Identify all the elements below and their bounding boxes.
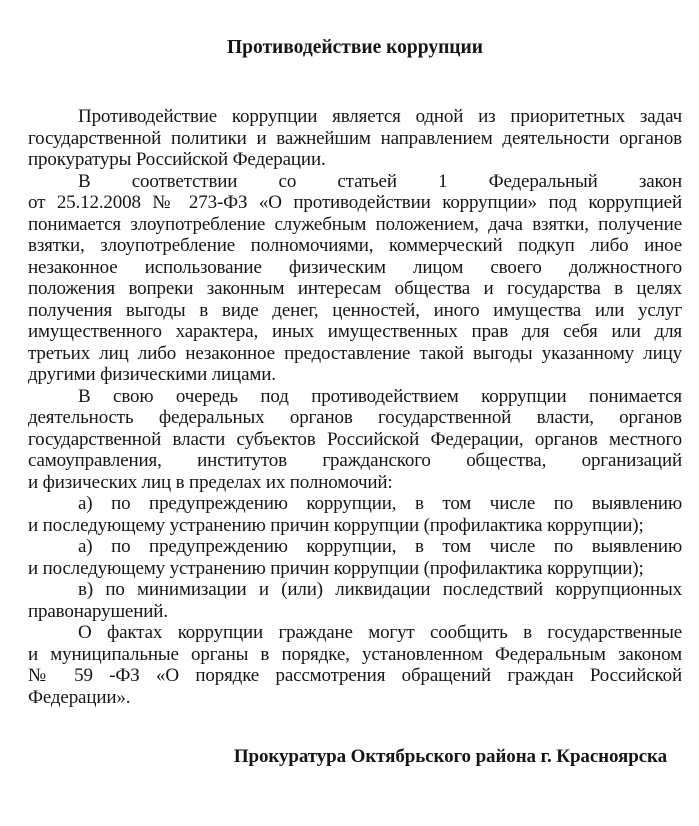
paragraph-line: В свою очередь под противодействием коррупции понимается [78,385,682,407]
paragraph [28,493,682,536]
paragraph-line: О фактах коррупции граждане могут сообщить в государственные [78,622,682,643]
paragraph-line: от 25.12.2008 № 273-ФЗ «О противодействии коррупции» под коррупцией [28,192,682,213]
paragraph-line: № 59 -ФЗ «О порядке рассмотрения обращений граждан Российской [28,665,682,686]
paragraph-line: В соответствии со статьей 1 Федеральный закон [78,170,682,192]
paragraph-line: прокуратуры Российской Федерации. [28,149,326,170]
paragraph-line: правонарушений. [28,600,168,622]
paragraph-line: государственной политики и важнейшим направлением деятельности органов [28,127,682,149]
paragraph-line: и последующему устранению причин коррупции (профилактика коррупции); [28,557,644,579]
paragraph-line: Противодействие коррупции является одной из приоритетных задач [78,106,682,127]
paragraph [28,386,682,494]
paragraph-line: а) по предупреждению коррупции, в том числе по выявлению [78,536,682,557]
paragraph-line: другими физическими лицами. [28,364,276,385]
paragraph-line: понимается злоупотребление служебным положением, дача взятки, получение [28,213,682,235]
paragraph-line: Федерации». [28,686,131,708]
document-body [28,106,682,708]
paragraph-line: в) по минимизации и (или) ликвидации последствий коррупционных [78,579,682,600]
paragraph-line: взятки, злоупотребление полномочиями, коммерческий подкуп либо иное [28,235,682,256]
document-title: Противодействие коррупции [226,37,484,58]
paragraph-line: и муниципальные органы в порядке, установленном Федеральным законом [28,643,682,665]
paragraph [28,106,682,171]
paragraph-line: государственной власти субъектов Российской Федерации, органов местного [28,428,682,450]
paragraph-line: и последующему устранению причин коррупции (профилактика коррупции); [28,514,644,536]
paragraph-line: положения вопреки законным интересам общества и государства в целях [28,278,682,299]
paragraph-line: самоуправления, институтов гражданского общества, организаций [28,450,682,471]
paragraph-line: незаконное использование физическим лицом своего должностного [28,256,682,278]
document-footer-signature: Прокуратура Октябрьского района г. Красноярска [233,746,667,767]
paragraph-line: и физических лиц в пределах их полномочий: [28,471,393,493]
paragraph-line: имущественного характера, иных имущественных прав для себя или для [28,321,682,342]
paragraph [28,622,682,708]
paragraph-line: а) по предупреждению коррупции, в том числе по выявлению [78,493,682,514]
paragraph-line: получения выгоды в виде денег, ценностей, иного имущества или услуг [28,299,682,321]
paragraph-line: третьих лиц либо незаконное предоставление такой выгоды указанному лицу [28,342,682,364]
paragraph [28,579,682,622]
paragraph [28,171,682,386]
paragraph [28,536,682,579]
paragraph-line: деятельность федеральных органов государственной власти, органов [28,407,682,428]
